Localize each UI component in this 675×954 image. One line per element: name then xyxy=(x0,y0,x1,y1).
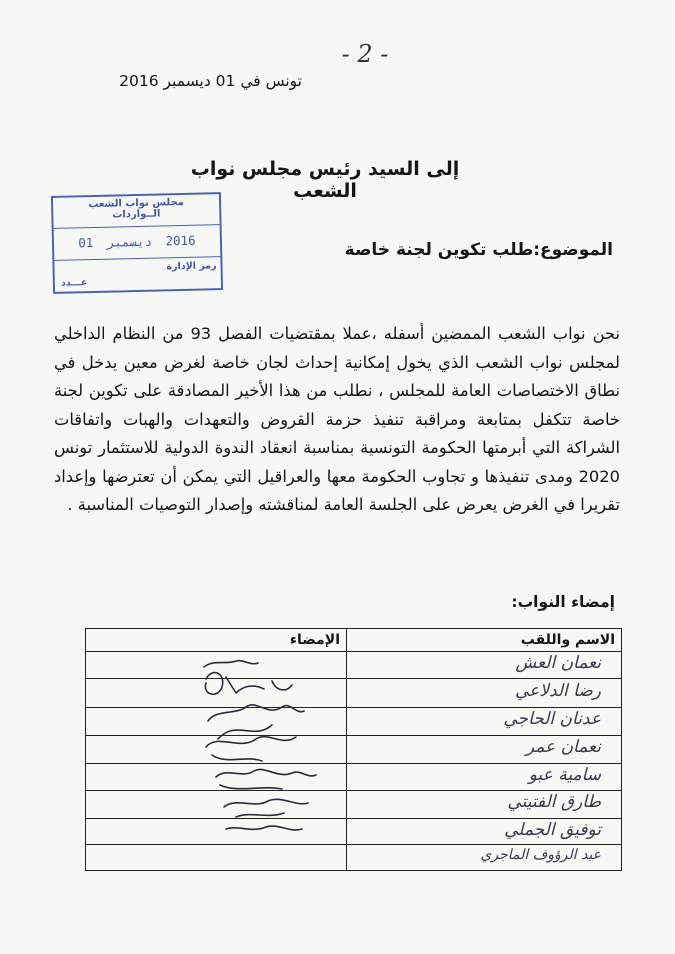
handwritten-name: سامية عبو xyxy=(528,765,601,785)
page-number: - 2 - xyxy=(341,40,389,68)
subject-line: الموضوع:طلب تكوين لجنة خاصة xyxy=(344,240,613,260)
addressee: إلى السيد رئيس مجلس نواب الشعب xyxy=(190,158,460,202)
column-header-signature: الإمضاء xyxy=(289,632,340,648)
signature-mark xyxy=(216,769,316,789)
letter-body: نحن نواب الشعب الممضين أسفله ،عملا بمقتضيات الفصل 93 من النظام الداخلي لمجلس نواب الشعب الذي يخول إمكانية إحداث لجان خاصة لغرض معين يدخل في نطاق الاختصاصات العامة للمجلس ، نطلب من هذا الأخير المصادقة على تكوين لجنة خاصة تتكفل بمتابعة ومراقبة تنفيذ حزمة القروض والتعهدات والهبات واتفاقات الشراكة التي أبرمتها الحكومة التونسية بمناسبة انعقاد الندوة الدولية للاستثمار تونس 2020 ومدى تنفيذها و تجاوب الحكومة معها والعراقيل التي يمكن أن تعترضها وإعداد تقريرا في الغرض يعرض على الجلسة العامة لمناقشته وإصدار التوصيات المناسبة . xyxy=(54,324,621,514)
signatures-table xyxy=(85,628,622,871)
handwritten-name: توفيق الجملي xyxy=(504,820,601,840)
incoming-mail-stamp xyxy=(51,192,223,294)
handwritten-name: عبد الرؤوف الماجري xyxy=(480,847,601,863)
handwritten-name: عدنان الحاجي xyxy=(503,709,601,729)
handwritten-name: رضا الدلاعي xyxy=(514,681,601,701)
stamp-institution: مجلس نواب الشعب xyxy=(88,196,185,211)
stamp-incoming-label: الــواردات xyxy=(112,208,161,221)
date-line: تونس في 01 ديسمبر 2016 xyxy=(119,72,302,90)
handwritten-name: طارق الفتيتي xyxy=(507,792,601,812)
signature-scribbles xyxy=(86,629,346,872)
stamp-footer xyxy=(54,258,221,292)
signature-mark xyxy=(206,737,296,761)
signature-mark xyxy=(204,661,258,667)
signature-mark xyxy=(226,826,302,830)
column-divider xyxy=(346,629,347,870)
column-header-name: الاسم واللقب xyxy=(520,632,615,648)
handwritten-name: نعمان عمر xyxy=(525,737,601,757)
signatures-heading: إمضاء النواب: xyxy=(511,593,615,611)
handwritten-name: نعمان العش xyxy=(515,653,601,673)
stamp-number: عـــدد xyxy=(60,277,88,289)
stamp-date: 2016 دیسمبر 01 xyxy=(54,224,221,261)
signature-mark xyxy=(205,673,292,695)
stamp-admin-code: رمز الإدارة xyxy=(166,260,217,273)
signature-mark xyxy=(224,799,308,817)
signature-mark xyxy=(208,705,304,739)
